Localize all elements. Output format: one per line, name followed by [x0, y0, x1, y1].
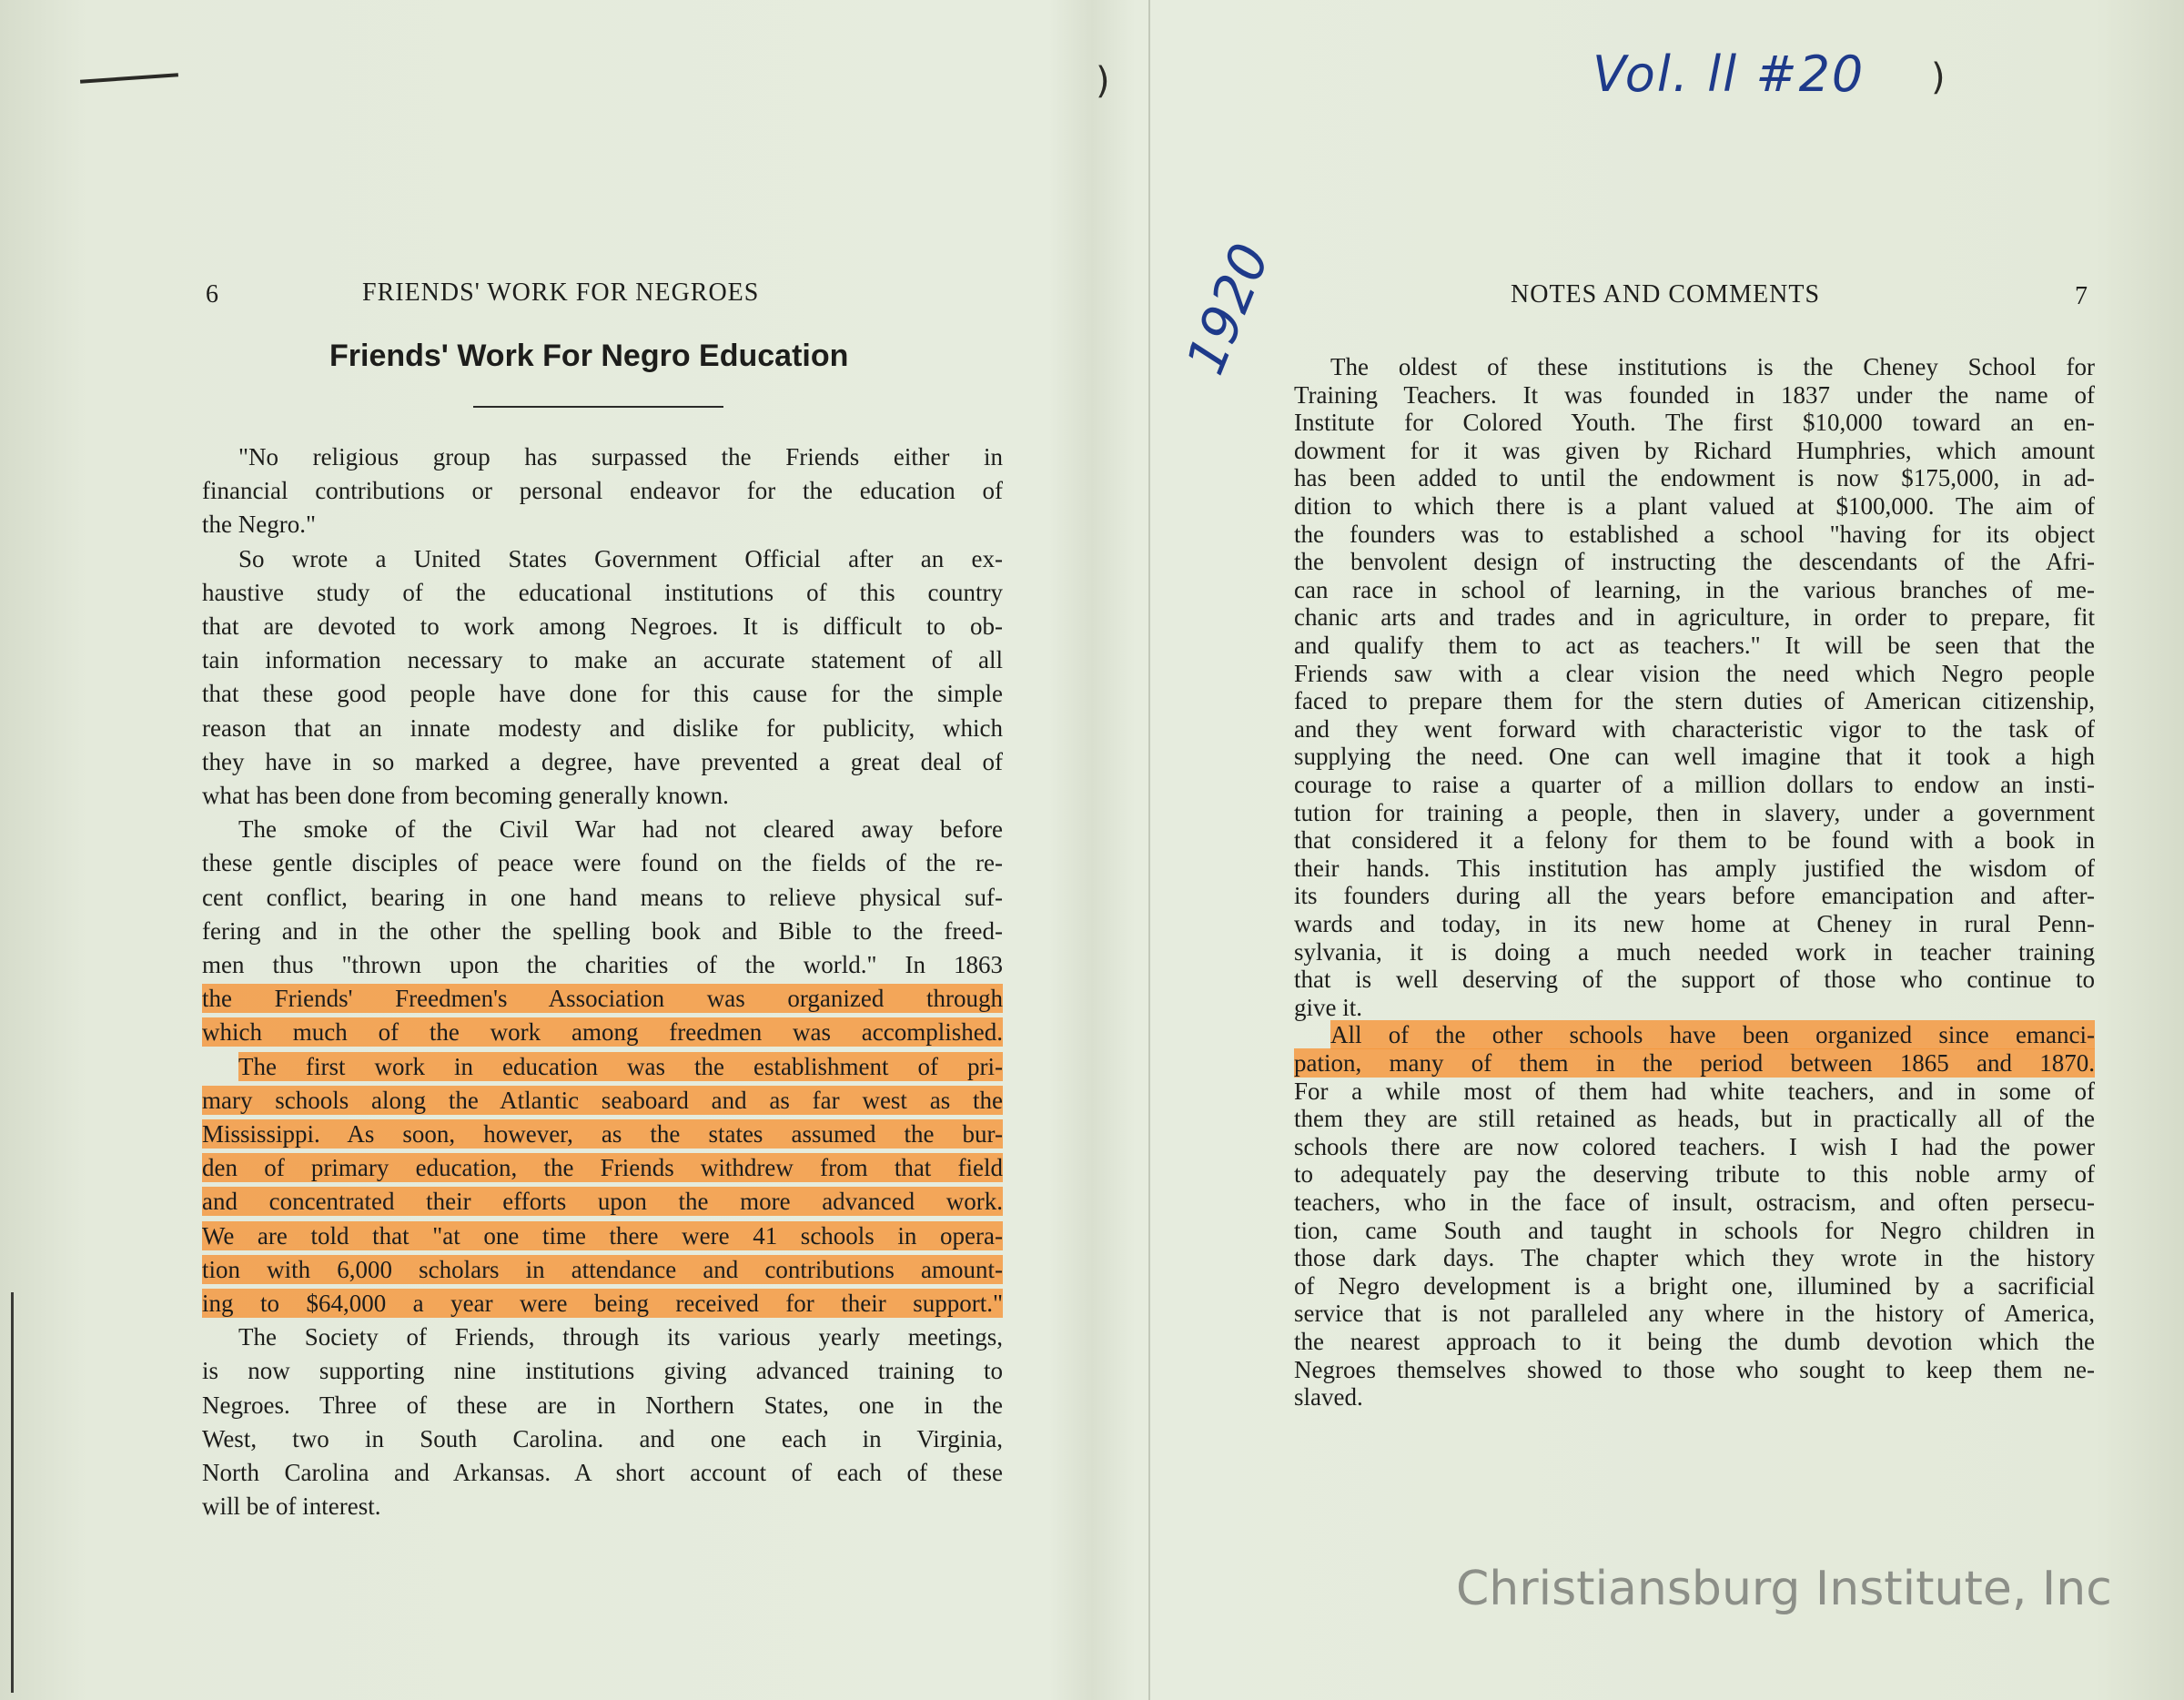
text-run: which much of the work among freedmen was accomplished. [202, 1018, 1003, 1047]
text-run: its founders during all the years before emancipation and after- [1294, 882, 2095, 910]
text-line [202, 1253, 1003, 1287]
text-run: these gentle disciples of peace were found on the fields of the re- [202, 849, 1003, 877]
text-run: pation, many of them in the period between 1865 and 1870. [1294, 1049, 2095, 1077]
text-run: mary schools along the Atlantic seaboard and as far west as the [202, 1086, 1003, 1114]
handwritten-volume-note: Vol. ll #20 [1592, 46, 1866, 103]
text-run: they have in so marked a degree, have prevented a great deal of [202, 747, 1003, 775]
text-line [202, 610, 1003, 643]
text-run: has been added to until the endowment is now $175,000, in ad- [1294, 464, 2095, 492]
text-run: will be of interest. [202, 1493, 381, 1521]
text-run: We are told that "at one time there were 41 schools in opera- [202, 1221, 1003, 1250]
text-line [202, 745, 1003, 779]
text-run: tion with 6,000 scholars in attendance and contributions amount- [202, 1255, 1003, 1283]
text-line [202, 1151, 1003, 1185]
text-run: Negroes themselves showed to those who sought to keep them ne- [1294, 1355, 2095, 1383]
text-run: teachers, who in the face of insult, ostracism, and often persecu- [1294, 1189, 2095, 1216]
text-run: the Negro." [202, 511, 316, 539]
text-run: that considered it a felony for them to be found with a book in [1294, 826, 2095, 855]
text-run: reason that an innate modesty and dislike for publicity, which [202, 713, 1003, 742]
text-run: sylvania, it is doing a much needed work in teacher training [1294, 937, 2095, 966]
article-title: Friends' Work For Negro Education [329, 339, 849, 373]
mark-paren-left: ) [1096, 60, 1110, 102]
text-run: wards and today, in its new home at Cheney in rural Penn- [1294, 910, 2095, 937]
text-run: of Negro development is a bright one, illumined by a sacrificial [1294, 1271, 2095, 1300]
text-run: The Society of Friends, through its various yearly meetings, [238, 1323, 1003, 1351]
text-run: dowment for it was given by Richard Humphries, which amount [1294, 436, 2095, 464]
text-line [202, 677, 1003, 711]
watermark: Christiansburg Institute, Inc [1456, 1562, 2112, 1616]
text-run: Negroes. Three of these are in Northern States, one in the [202, 1391, 1003, 1419]
text-run: the founders was to established a school "having for its object [1294, 520, 2095, 548]
text-run: courage to raise a quarter of a million dollars to endow an insti- [1294, 771, 2095, 798]
text-line [202, 1118, 1003, 1151]
text-line [238, 1050, 1003, 1084]
text-run: service that is not paralleled any where in the history of America, [1294, 1300, 2095, 1328]
text-line [238, 1321, 1003, 1354]
text-run: For a while most of them had white teachers, and in some of [1294, 1077, 2095, 1105]
text-line [202, 1016, 1003, 1049]
text-run: and qualify them to act as teachers." It will be seen that the [1294, 632, 2095, 659]
text-run: the nearest approach to it being the dumb devotion which the [1294, 1328, 2095, 1355]
text-run: "No religious group has surpassed the Friends either in [238, 443, 1003, 471]
text-line [202, 508, 316, 541]
text-line [202, 643, 1003, 677]
text-run: that are devoted to work among Negroes. It is difficult to ob- [202, 612, 1003, 640]
text-line [202, 779, 729, 813]
text-run: fering and in the other the spelling book and Bible to the freed- [202, 916, 1003, 945]
text-line [202, 982, 1003, 1016]
text-line [1294, 1353, 2095, 1387]
text-line [202, 948, 1003, 982]
text-run: can race in school of learning, in the various branches of me- [1294, 575, 2095, 603]
text-run: the benvolent design of instructing the descendants of the Afri- [1294, 548, 2095, 576]
text-run: den of primary education, the Friends withdrew from that field [202, 1154, 1003, 1182]
text-run: North Carolina and Arkansas. A short account of each of these [202, 1459, 1003, 1486]
text-run: men thus "thrown upon the charities of the world." In 1863 [202, 951, 1003, 978]
text-line [202, 881, 1003, 915]
text-line [238, 813, 1003, 846]
handwritten-year-note: 1920 [1174, 235, 1282, 383]
title-rule [473, 406, 723, 408]
text-run: The oldest of these institutions is the Cheney School for [1330, 353, 2095, 380]
text-line [1294, 963, 2095, 997]
text-run: West, two in South Carolina. and one each in Virginia, [202, 1424, 1003, 1452]
text-line [202, 915, 1003, 948]
mark-paren-right: ) [1931, 56, 1946, 98]
page-number-left: 6 [206, 280, 218, 309]
text-run: All of the other schools have been organized since emanci- [1330, 1021, 2095, 1049]
text-run: Mississippi. As soon, however, as the states assumed the bur- [202, 1120, 1003, 1148]
text-run: financial contributions or personal endeavor for the education of [202, 477, 1003, 505]
text-run: ing to $64,000 a year were being received for their support." [202, 1290, 1003, 1317]
text-run: their hands. This institution has amply justified the wisdom of [1294, 854, 2095, 882]
text-run: the Friends' Freedmen's Association was organized through [202, 985, 1003, 1013]
text-line [1294, 1381, 1363, 1414]
running-head-right: NOTES AND COMMENTS [1511, 280, 1821, 309]
text-line [202, 576, 1003, 610]
text-run: that these good people have done for this cause for the simple [202, 680, 1003, 708]
right-page [1150, 0, 2184, 1700]
text-run: faced to prepare them for the stern duties of American citizenship, [1294, 687, 2095, 715]
text-run: what has been done from becoming generally known. [202, 782, 729, 809]
text-run: and they went forward with characteristic vigor to the task of [1294, 714, 2095, 743]
text-run: give it. [1294, 993, 1362, 1021]
text-run: tution for training a people, then in slavery, under a government [1294, 798, 2095, 826]
text-line [202, 1389, 1003, 1422]
text-run: haustive study of the educational institutions of this country [202, 578, 1003, 606]
text-line [238, 542, 1003, 576]
text-line [202, 1287, 1003, 1321]
text-line [202, 1456, 1003, 1490]
text-run: tain information necessary to make an accurate statement of all [202, 646, 1003, 674]
text-run: dition to which there is a plant valued at $100,000. The aim of [1294, 492, 2095, 520]
page-number-right: 7 [2075, 282, 2088, 310]
text-line [238, 440, 1003, 474]
text-run: is now supporting nine institutions giving advanced training to [202, 1357, 1003, 1385]
text-run: supplying the need. One can well imagine that it took a high [1294, 743, 2095, 771]
text-run: Training Teachers. It was founded in 1837 under the name of [1294, 380, 2095, 409]
text-run: them they are still retained as heads, but in practically all of the [1294, 1105, 2095, 1133]
text-line [202, 846, 1003, 880]
running-head-left: FRIENDS' WORK FOR NEGROES [362, 278, 760, 307]
text-run: tion, came South and taught in schools for Negro children in [1294, 1216, 2095, 1244]
text-run: So wrote a United States Government Official after an ex- [238, 544, 1003, 572]
text-run: that is well deserving of the support of those who continue to [1294, 966, 2095, 994]
text-run: The smoke of the Civil War had not cleared away before [238, 815, 1003, 844]
text-line [202, 712, 1003, 745]
text-run: cent conflict, bearing in one hand means to relieve physical suf- [202, 883, 1003, 911]
text-run: to adequately pay the deserving tribute to this noble army of [1294, 1160, 2095, 1189]
text-line [202, 1219, 1003, 1253]
text-line [202, 1490, 380, 1523]
text-run: Friends saw with a clear vision the need which Negro people [1294, 659, 2095, 687]
text-line [202, 474, 1003, 508]
text-run: slaved. [1294, 1383, 1363, 1412]
text-line [202, 1354, 1003, 1388]
text-run: The first work in education was the establishment of pri- [238, 1052, 1003, 1080]
text-line [202, 1185, 1003, 1219]
text-run: chanic arts and trades and in agriculture, in order to prepare, fit [1294, 603, 2095, 632]
text-run: schools there are now colored teachers. I wish I had the power [1294, 1132, 2095, 1160]
text-run: those dark days. The chapter which they wrote in the history [1294, 1244, 2095, 1272]
text-run: and concentrated their efforts upon the more advanced work. [202, 1188, 1003, 1216]
text-run: Institute for Colored Youth. The first $10,000 toward an en- [1294, 409, 2095, 437]
text-line [202, 1422, 1003, 1456]
text-line [202, 1084, 1003, 1118]
